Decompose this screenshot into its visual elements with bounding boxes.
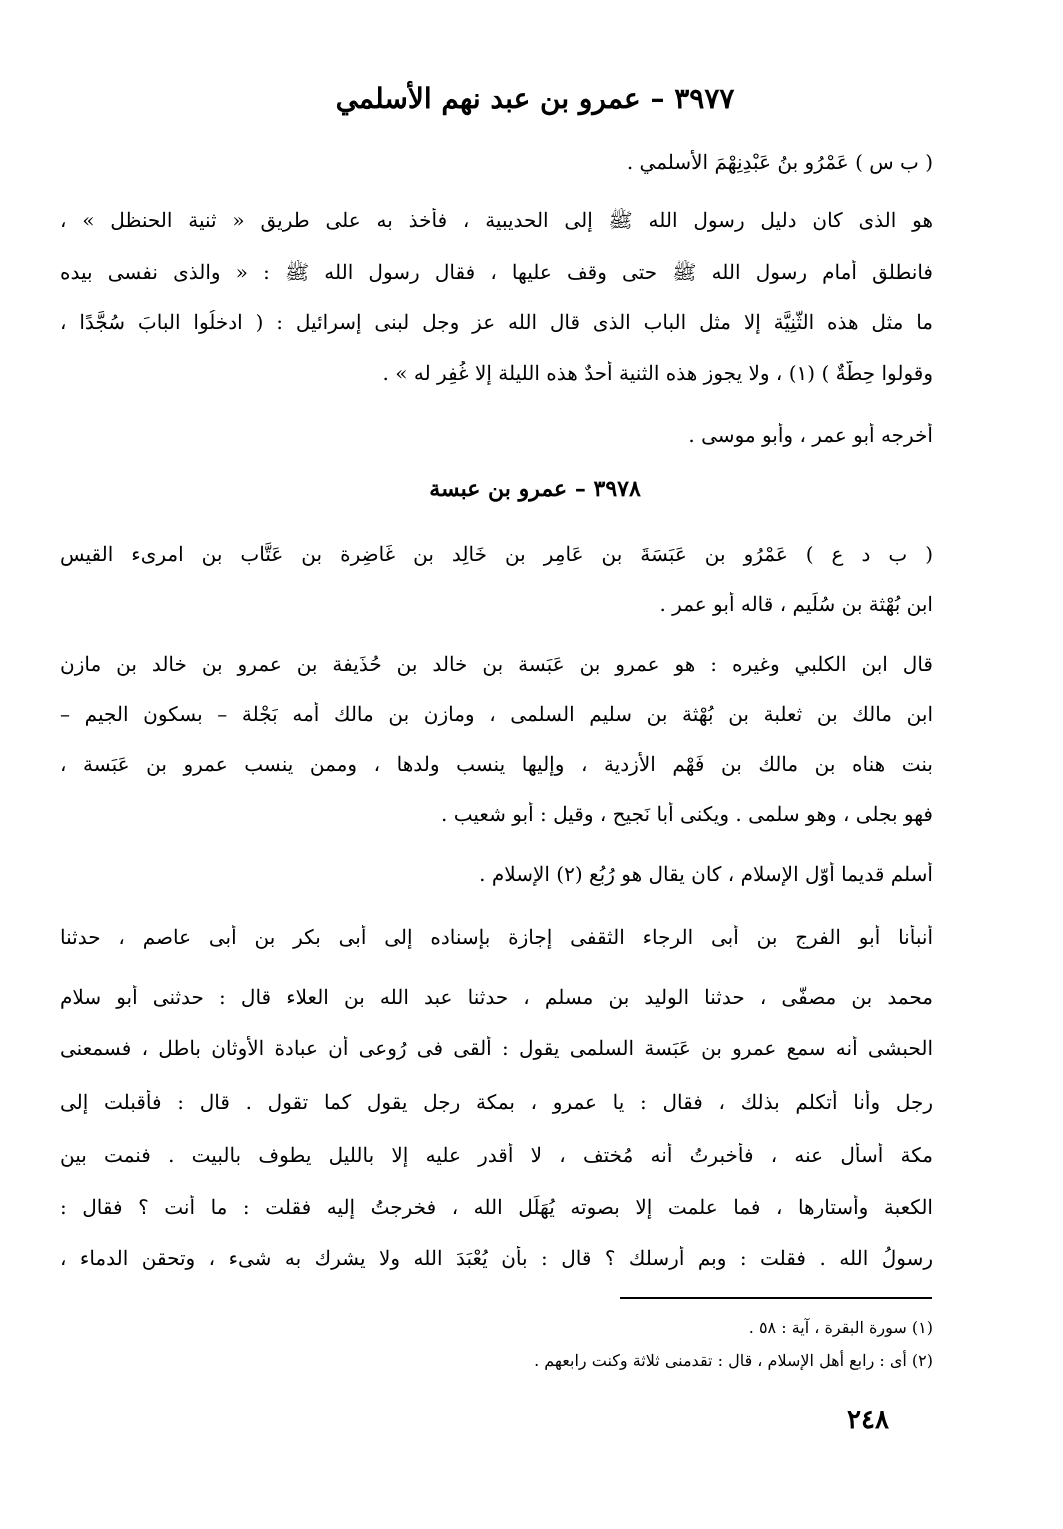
entry-3978-line-6: فهو بجلى ، وهو سلمى . ويكنى أبا نَجيح ، وقيل : أبو شعيب . (441, 802, 933, 826)
entry-3977-line-1: ( ب س ) عَمْرُو بنُ عَبْدِنِهْمَ الأسلمي . (626, 150, 933, 174)
entry-3977-line-2: هو الذى كان دليل رسول الله ﷺ إلى الحديبية ، فأخذ به على طريق « ثنية الحنظل » ، (60, 208, 933, 232)
entry-3978-line-14: رسولُ الله . فقلت : وبم أرسلك ؟ قال : بأن يُعْبَدَ الله ولا يشرك به شىء ، وتحقن الدماء ، (60, 1246, 933, 1270)
entry-heading-3978: ٣٩٧٨ – عمرو بن عبسة (429, 476, 641, 502)
entry-3978-line-9: محمد بن مصفّى ، حدثنا الوليد بن مسلم ، حدثنا عبد الله بن العلاء قال : حدثنى أبو سلام (60, 985, 933, 1009)
entry-3978-line-8: أنبأنا أبو الفرج بن أبى الرجاء الثقفى إجازة بإسناده إلى أبى بكر بن أبى عاصم ، حدثنا (60, 925, 933, 949)
page-number: ٢٤٨ (847, 1405, 889, 1435)
footnote-1: (١) سورة البقرة ، آية : ٥٨ . (748, 1318, 933, 1337)
entry-3978-line-10: الحبشى أنه سمع عمرو بن عَبَسة السلمى يقول : ألقى فى رُوعى أن عبادة الأوثان باطل ، فسمعنى (60, 1036, 933, 1060)
entry-heading-3977: ٣٩٧٧ – عمرو بن عبد نهم الأسلمي (335, 82, 735, 115)
entry-3978-line-2: ابن بُهْثة بن سُلَيم ، قاله أبو عمر . (659, 592, 933, 616)
entry-3978-line-5: بنت هناه بن مالك بن فَهْم الأزدية ، وإليها ينسب ولدها ، وممن ينسب عمرو بن عَبَسة ، (60, 752, 933, 776)
entry-3978-line-1: ( ب د ع ) عَمْرُو بن عَبَسَةَ بن عَامِر بن خَالِد بن غَاضِرة بن عَتَّاب بن امرىء القيس (60, 542, 933, 566)
entry-3977-line-4: ما مثل هذه الثَّنِيَّة إلا مثل الباب الذى قال الله عز وجل لبنى إسرائيل : ( ادخلُوا البابَ سُجَّدًا ، (60, 310, 933, 334)
footnote-divider (620, 1297, 932, 1299)
entry-3977-line-3: فانطلق أمام رسول الله ﷺ حتى وقف عليها ، فقال رسول الله ﷺ : « والذى نفسى بيده (60, 260, 933, 284)
entry-3977-line-6: أخرجه أبو عمر ، وأبو موسى . (688, 423, 933, 447)
entry-3978-line-7: أسلم قديما أوّل الإسلام ، كان يقال هو رُبُع (٢) الإسلام . (479, 862, 933, 886)
entry-3978-line-3: قال ابن الكلبي وغيره : هو عمرو بن عَبَسة بن خالد بن حُذَيفة بن عمرو بن خالد بن مازن (60, 652, 933, 676)
entry-3977-line-5: وقولوا حِطَّةٌ ) (١) ، ولا يجوز هذه الثنية أحدٌ هذه الليلة إلا غُفِر له » . (382, 361, 933, 385)
entry-3978-line-4: ابن مالك بن ثعلبة بن بُهْثة بن سليم السلمى ، ومازن بن مالك أمه بَجْلة – بسكون الجيم – (60, 702, 933, 726)
entry-3978-line-12: مكة أسأل عنه ، فأخبرتُ أنه مُختف ، لا أقدر عليه إلا بالليل يطوف بالبيت . فنمت بين (60, 1143, 933, 1167)
footnote-2: (٢) أى : رابع أهل الإسلام ، قال : تقدمنى ثلاثة وكنت رابعهم . (534, 1351, 933, 1370)
entry-3978-line-11: رجل وأنا أتكلم بذلك ، فقال : يا عمرو ، بمكة رجل يقول كما تقول . قال : فأقبلت إلى (60, 1090, 933, 1114)
entry-3978-line-13: الكعبة وأستارها ، فما علمت إلا بصوته يُهَلِّل الله ، فخرجتُ إليه فقلت : ما أنت ؟ فقال : (60, 1195, 933, 1219)
